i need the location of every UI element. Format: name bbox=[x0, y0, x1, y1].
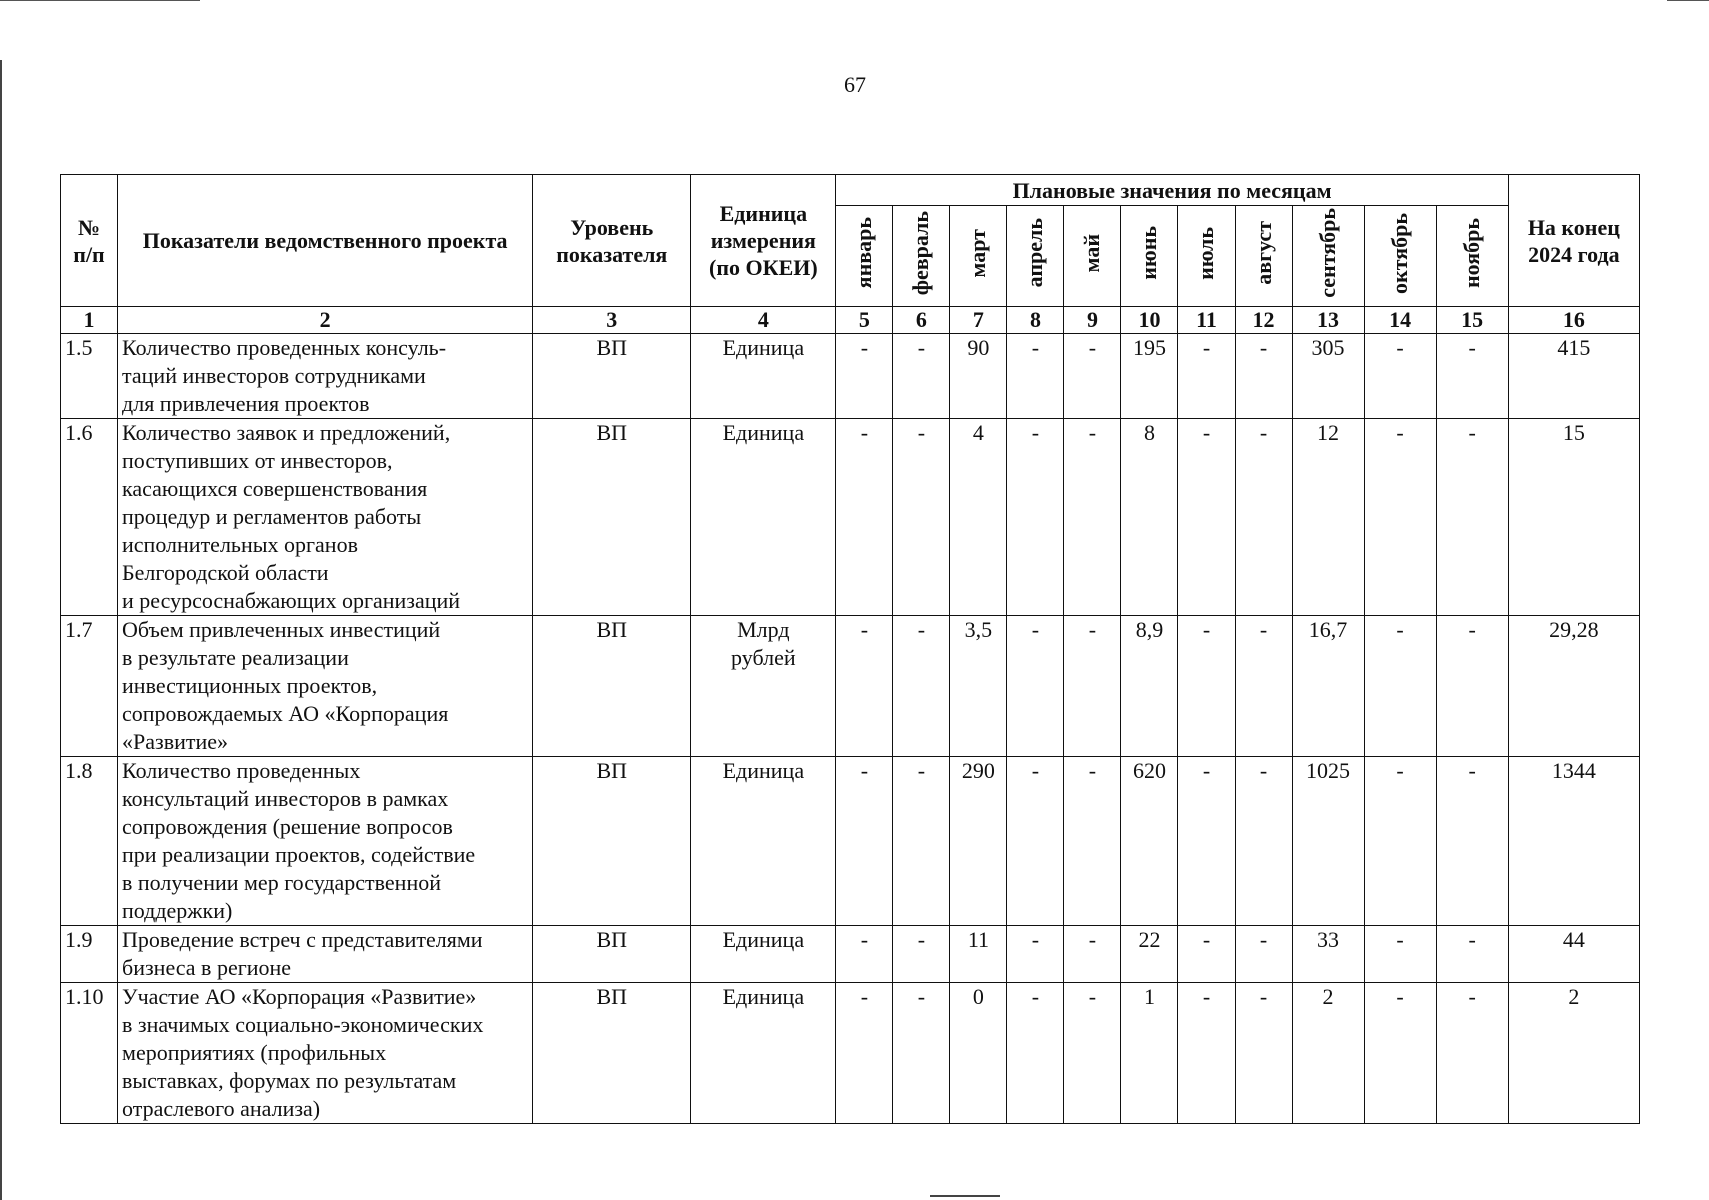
page-number: 67 bbox=[844, 72, 866, 97]
row-month-value: 305 bbox=[1292, 334, 1364, 419]
row-month-value: 1 bbox=[1121, 983, 1178, 1124]
row-indicator-name: Проведение встреч с представителями бизнеса в регионе bbox=[118, 926, 533, 983]
column-number: 16 bbox=[1508, 307, 1639, 334]
row-month-value: - bbox=[836, 616, 893, 757]
row-month-value: 2 bbox=[1292, 983, 1364, 1124]
scan-edge-top-right bbox=[1667, 0, 1709, 1]
row-unit: Единица bbox=[691, 757, 836, 926]
row-total: 415 bbox=[1508, 334, 1639, 419]
row-month-value: - bbox=[1064, 757, 1121, 926]
header-end-of-year: На конец 2024 года bbox=[1508, 175, 1639, 307]
row-month-value: 290 bbox=[950, 757, 1007, 926]
column-number: 7 bbox=[950, 307, 1007, 334]
row-unit: Единица bbox=[691, 334, 836, 419]
row-month-value: - bbox=[1436, 334, 1508, 419]
row-num: 1.10 bbox=[61, 983, 118, 1124]
row-month-value: - bbox=[1064, 616, 1121, 757]
row-month-value: - bbox=[1007, 926, 1064, 983]
row-indicator-name: Участие АО «Корпорация «Развитие» в значимых социально-экономических мероприятиях (профильных выставках, форумах по результатам отраслевого анализа) bbox=[118, 983, 533, 1124]
row-month-value: - bbox=[1235, 616, 1292, 757]
row-month-value: - bbox=[1178, 419, 1235, 616]
indicators-table bbox=[60, 174, 1640, 1124]
column-number: 15 bbox=[1436, 307, 1508, 334]
row-month-value: - bbox=[1364, 926, 1436, 983]
header-month-jan: январь bbox=[836, 206, 893, 307]
row-month-value: - bbox=[1007, 983, 1064, 1124]
row-month-value: - bbox=[1364, 616, 1436, 757]
table-row bbox=[61, 757, 1640, 926]
row-month-value: - bbox=[1178, 334, 1235, 419]
row-month-value: - bbox=[836, 926, 893, 983]
table-row bbox=[61, 926, 1640, 983]
row-month-value: - bbox=[1235, 983, 1292, 1124]
header-level: Уровень показателя bbox=[533, 175, 691, 307]
scan-edge-bottom bbox=[930, 1195, 1000, 1197]
header-indicator: Показатели ведомственного проекта bbox=[118, 175, 533, 307]
row-num: 1.8 bbox=[61, 757, 118, 926]
row-month-value: - bbox=[1178, 926, 1235, 983]
row-month-value: - bbox=[1436, 419, 1508, 616]
scan-edge-left bbox=[0, 60, 2, 1200]
row-month-value: 620 bbox=[1121, 757, 1178, 926]
header-month-oct: октябрь bbox=[1364, 206, 1436, 307]
row-total: 2 bbox=[1508, 983, 1639, 1124]
row-total: 15 bbox=[1508, 419, 1639, 616]
row-month-value: - bbox=[1007, 334, 1064, 419]
row-month-value: - bbox=[1007, 757, 1064, 926]
row-month-value: - bbox=[1178, 757, 1235, 926]
column-number: 11 bbox=[1178, 307, 1235, 334]
row-month-value: - bbox=[893, 757, 950, 926]
header-month-sep: сентябрь bbox=[1292, 206, 1364, 307]
row-indicator-name: Количество проведенных консультаций инвесторов в рамках сопровождения (решение вопросов при реализации проектов, содействие в получении мер государственной поддержки) bbox=[118, 757, 533, 926]
row-total: 44 bbox=[1508, 926, 1639, 983]
table-row bbox=[61, 983, 1640, 1124]
header-month-nov: ноябрь bbox=[1436, 206, 1508, 307]
column-number: 9 bbox=[1064, 307, 1121, 334]
row-month-value: - bbox=[893, 983, 950, 1124]
row-month-value: - bbox=[1436, 983, 1508, 1124]
row-month-value: 33 bbox=[1292, 926, 1364, 983]
row-month-value: - bbox=[1064, 926, 1121, 983]
column-number: 8 bbox=[1007, 307, 1064, 334]
row-month-value: - bbox=[1436, 926, 1508, 983]
row-month-value: - bbox=[836, 757, 893, 926]
row-indicator-name: Количество проведенных консуль- таций инвесторов сотрудниками для привлечения проектов bbox=[118, 334, 533, 419]
row-num: 1.9 bbox=[61, 926, 118, 983]
row-month-value: - bbox=[836, 983, 893, 1124]
row-month-value: 0 bbox=[950, 983, 1007, 1124]
row-month-value: 90 bbox=[950, 334, 1007, 419]
row-level: ВП bbox=[533, 757, 691, 926]
row-month-value: - bbox=[1007, 419, 1064, 616]
table-row bbox=[61, 616, 1640, 757]
row-month-value: - bbox=[836, 334, 893, 419]
row-total: 29,28 bbox=[1508, 616, 1639, 757]
row-month-value: 4 bbox=[950, 419, 1007, 616]
row-level: ВП bbox=[533, 926, 691, 983]
row-month-value: - bbox=[1178, 616, 1235, 757]
row-month-value: - bbox=[893, 419, 950, 616]
column-number: 13 bbox=[1292, 307, 1364, 334]
row-indicator-name: Количество заявок и предложений, поступивших от инвесторов, касающихся совершенствования процедур и регламентов работы исполнительных органов Белгородской области и ресурсоснабжающих организаций bbox=[118, 419, 533, 616]
table-row bbox=[61, 334, 1640, 419]
column-number: 5 bbox=[836, 307, 893, 334]
row-month-value: - bbox=[1007, 616, 1064, 757]
row-num: 1.6 bbox=[61, 419, 118, 616]
row-level: ВП bbox=[533, 419, 691, 616]
column-number: 10 bbox=[1121, 307, 1178, 334]
header-month-jul: июль bbox=[1178, 206, 1235, 307]
row-unit: Единица bbox=[691, 926, 836, 983]
row-month-value: 8,9 bbox=[1121, 616, 1178, 757]
header-month-aug: август bbox=[1235, 206, 1292, 307]
column-number: 12 bbox=[1235, 307, 1292, 334]
row-month-value: - bbox=[1064, 419, 1121, 616]
header-unit: Единица измерения (по ОКЕИ) bbox=[691, 175, 836, 307]
row-month-value: 16,7 bbox=[1292, 616, 1364, 757]
row-month-value: 1025 bbox=[1292, 757, 1364, 926]
column-number: 3 bbox=[533, 307, 691, 334]
row-month-value: - bbox=[893, 334, 950, 419]
row-month-value: - bbox=[1364, 334, 1436, 419]
row-month-value: - bbox=[1364, 419, 1436, 616]
row-month-value: 195 bbox=[1121, 334, 1178, 419]
row-level: ВП bbox=[533, 334, 691, 419]
row-month-value: 12 bbox=[1292, 419, 1364, 616]
column-number: 6 bbox=[893, 307, 950, 334]
column-number: 2 bbox=[118, 307, 533, 334]
column-number-row bbox=[61, 307, 1640, 334]
row-month-value: - bbox=[1364, 983, 1436, 1124]
row-month-value: 22 bbox=[1121, 926, 1178, 983]
row-unit: Единица bbox=[691, 419, 836, 616]
row-month-value: - bbox=[1178, 983, 1235, 1124]
row-month-value: - bbox=[1436, 616, 1508, 757]
header-num: № п/п bbox=[61, 175, 118, 307]
header-monthly-group: Плановые значения по месяцам bbox=[836, 175, 1508, 206]
header-month-feb: февраль bbox=[893, 206, 950, 307]
row-month-value: - bbox=[893, 616, 950, 757]
row-month-value: - bbox=[1064, 334, 1121, 419]
row-indicator-name: Объем привлеченных инвестиций в результате реализации инвестиционных проектов, сопровождаемых АО «Корпорация «Развитие» bbox=[118, 616, 533, 757]
row-level: ВП bbox=[533, 983, 691, 1124]
header-month-mar: март bbox=[950, 206, 1007, 307]
row-month-value: - bbox=[1235, 926, 1292, 983]
column-number: 14 bbox=[1364, 307, 1436, 334]
header-month-apr: апрель bbox=[1007, 206, 1064, 307]
header-month-may: май bbox=[1064, 206, 1121, 307]
row-month-value: - bbox=[836, 419, 893, 616]
row-month-value: - bbox=[1436, 757, 1508, 926]
row-month-value: 3,5 bbox=[950, 616, 1007, 757]
row-month-value: 11 bbox=[950, 926, 1007, 983]
row-month-value: - bbox=[1364, 757, 1436, 926]
row-num: 1.7 bbox=[61, 616, 118, 757]
scan-edge-top-left bbox=[0, 0, 200, 1]
row-num: 1.5 bbox=[61, 334, 118, 419]
row-unit: Единица bbox=[691, 983, 836, 1124]
row-month-value: - bbox=[1235, 334, 1292, 419]
row-level: ВП bbox=[533, 616, 691, 757]
row-month-value: - bbox=[1064, 983, 1121, 1124]
row-month-value: - bbox=[893, 926, 950, 983]
column-number: 1 bbox=[61, 307, 118, 334]
row-month-value: - bbox=[1235, 757, 1292, 926]
row-unit: Млрд рублей bbox=[691, 616, 836, 757]
row-month-value: 8 bbox=[1121, 419, 1178, 616]
column-number: 4 bbox=[691, 307, 836, 334]
row-month-value: - bbox=[1235, 419, 1292, 616]
header-month-jun: июнь bbox=[1121, 206, 1178, 307]
row-total: 1344 bbox=[1508, 757, 1639, 926]
table-row bbox=[61, 419, 1640, 616]
